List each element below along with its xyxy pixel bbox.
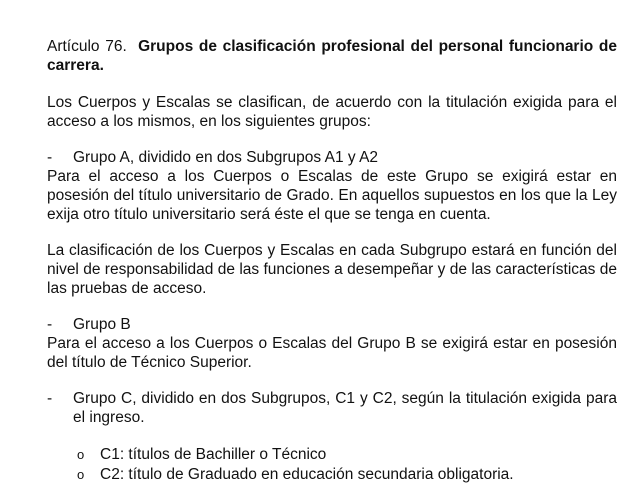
group-a-item xyxy=(47,148,617,167)
group-c-title: Grupo C, dividido en dos Subgrupos, C1 y C2, según la titulación exigida para el ingreso. xyxy=(73,390,617,426)
group-a-section xyxy=(47,148,617,224)
group-a-text: Para el acceso a los Cuerpos o Escalas de este Grupo se exigirá estar en posesión del título universitario de Grado. En aquellos supuestos en los que la Ley exija otro título universitario será éste el que se tenga en cuenta. xyxy=(47,168,617,223)
group-c-item xyxy=(47,389,617,427)
dash-marker: - xyxy=(47,316,53,333)
dash-marker: - xyxy=(47,149,53,166)
list-item xyxy=(77,445,617,465)
list-item xyxy=(77,465,617,485)
article-title xyxy=(47,37,617,75)
bullet-marker: o xyxy=(77,447,85,462)
group-a-title: Grupo A, dividido en dos Subgrupos A1 y A2 xyxy=(73,149,379,166)
group-c-section xyxy=(47,389,617,485)
group-a-classification: La clasificación de los Cuerpos y Escalas en cada Subgrupo estará en función del nivel de responsabilidad de las funciones a desempeñar y de las características de las pruebas de acceso. xyxy=(47,242,617,297)
group-b-section xyxy=(47,315,617,372)
group-b-item xyxy=(47,315,617,334)
bullet-marker: o xyxy=(77,467,85,482)
document-page xyxy=(47,37,617,485)
subgroup-c2: C2: título de Graduado en educación secundaria obligatoria. xyxy=(100,466,514,483)
group-c-subgroup-list xyxy=(77,445,617,485)
dash-marker: - xyxy=(47,390,53,407)
article-heading: Grupos de clasificación profesional del personal funcionario de carrera. xyxy=(47,38,617,74)
article-number: Artículo 76. xyxy=(47,38,127,55)
group-b-text: Para el acceso a los Cuerpos o Escalas del Grupo B se exigirá estar en posesión del título de Técnico Superior. xyxy=(47,335,617,371)
intro-paragraph: Los Cuerpos y Escalas se clasifican, de acuerdo con la titulación exigida para el acceso a los mismos, en los siguientes grupos: xyxy=(47,94,617,130)
group-b-title: Grupo B xyxy=(73,316,131,333)
subgroup-c1: C1: títulos de Bachiller o Técnico xyxy=(100,446,327,463)
